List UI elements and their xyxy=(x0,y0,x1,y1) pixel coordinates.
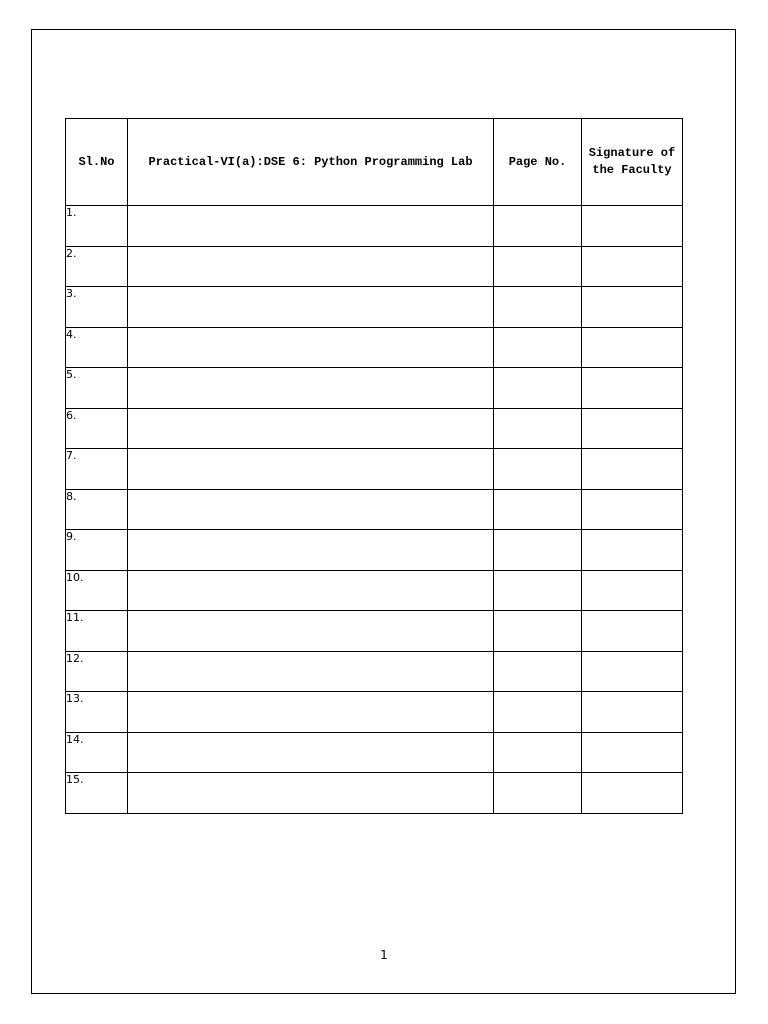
signature-cell xyxy=(582,530,683,571)
table-row xyxy=(66,206,683,247)
header-practical-title: Practical-VI(a):DSE 6: Python Programming Lab xyxy=(128,119,494,206)
table-row xyxy=(66,408,683,449)
sl-no-cell: 7. xyxy=(66,449,128,490)
sl-no-cell: 5. xyxy=(66,368,128,409)
page-no-cell xyxy=(494,449,582,490)
sl-no-cell: 12. xyxy=(66,651,128,692)
table-row xyxy=(66,449,683,490)
index-table xyxy=(65,118,683,814)
page-no-cell xyxy=(494,611,582,652)
signature-cell xyxy=(582,732,683,773)
page-no-cell xyxy=(494,651,582,692)
practical-cell xyxy=(128,408,494,449)
signature-cell xyxy=(582,692,683,733)
table-row xyxy=(66,489,683,530)
practical-cell xyxy=(128,530,494,571)
header-sl-no: Sl.No xyxy=(66,119,128,206)
practical-cell xyxy=(128,489,494,530)
practical-cell xyxy=(128,246,494,287)
page-no-cell xyxy=(494,489,582,530)
practical-cell xyxy=(128,732,494,773)
sl-no-cell: 4. xyxy=(66,327,128,368)
sl-no-cell: 15. xyxy=(66,773,128,814)
sl-no-cell: 13. xyxy=(66,692,128,733)
page-no-cell xyxy=(494,246,582,287)
table-row xyxy=(66,246,683,287)
table-row xyxy=(66,651,683,692)
sl-no-cell: 6. xyxy=(66,408,128,449)
practical-cell xyxy=(128,773,494,814)
signature-cell xyxy=(582,368,683,409)
page-no-cell xyxy=(494,327,582,368)
table-row xyxy=(66,692,683,733)
sl-no-cell: 3. xyxy=(66,287,128,328)
page-no-cell xyxy=(494,732,582,773)
header-signature: Signature of the Faculty xyxy=(582,119,683,206)
header-page-no: Page No. xyxy=(494,119,582,206)
sl-no-cell: 14. xyxy=(66,732,128,773)
sl-no-cell: 10. xyxy=(66,570,128,611)
practical-cell xyxy=(128,327,494,368)
practical-cell xyxy=(128,611,494,652)
signature-cell xyxy=(582,773,683,814)
page-no-cell xyxy=(494,570,582,611)
signature-cell xyxy=(582,489,683,530)
table-row xyxy=(66,530,683,571)
table-row xyxy=(66,732,683,773)
sl-no-cell: 2. xyxy=(66,246,128,287)
practical-cell xyxy=(128,206,494,247)
practical-cell xyxy=(128,651,494,692)
table-row xyxy=(66,327,683,368)
table-row xyxy=(66,773,683,814)
page-no-cell xyxy=(494,206,582,247)
practical-cell xyxy=(128,570,494,611)
page-no-cell xyxy=(494,692,582,733)
sl-no-cell: 1. xyxy=(66,206,128,247)
page-no-cell xyxy=(494,408,582,449)
table-row xyxy=(66,570,683,611)
practical-cell xyxy=(128,287,494,328)
signature-cell xyxy=(582,651,683,692)
signature-cell xyxy=(582,408,683,449)
header-row xyxy=(66,119,683,206)
table-row xyxy=(66,368,683,409)
sl-no-cell: 9. xyxy=(66,530,128,571)
table-row xyxy=(66,611,683,652)
page-number: 1 xyxy=(380,948,388,962)
signature-cell xyxy=(582,449,683,490)
signature-cell xyxy=(582,246,683,287)
signature-cell xyxy=(582,206,683,247)
practical-cell xyxy=(128,449,494,490)
signature-cell xyxy=(582,570,683,611)
sl-no-cell: 11. xyxy=(66,611,128,652)
signature-cell xyxy=(582,611,683,652)
page-no-cell xyxy=(494,287,582,328)
signature-cell xyxy=(582,287,683,328)
page-no-cell xyxy=(494,773,582,814)
page-no-cell xyxy=(494,530,582,571)
signature-cell xyxy=(582,327,683,368)
table-row xyxy=(66,287,683,328)
sl-no-cell: 8. xyxy=(66,489,128,530)
page-no-cell xyxy=(494,368,582,409)
practical-cell xyxy=(128,368,494,409)
practical-cell xyxy=(128,692,494,733)
